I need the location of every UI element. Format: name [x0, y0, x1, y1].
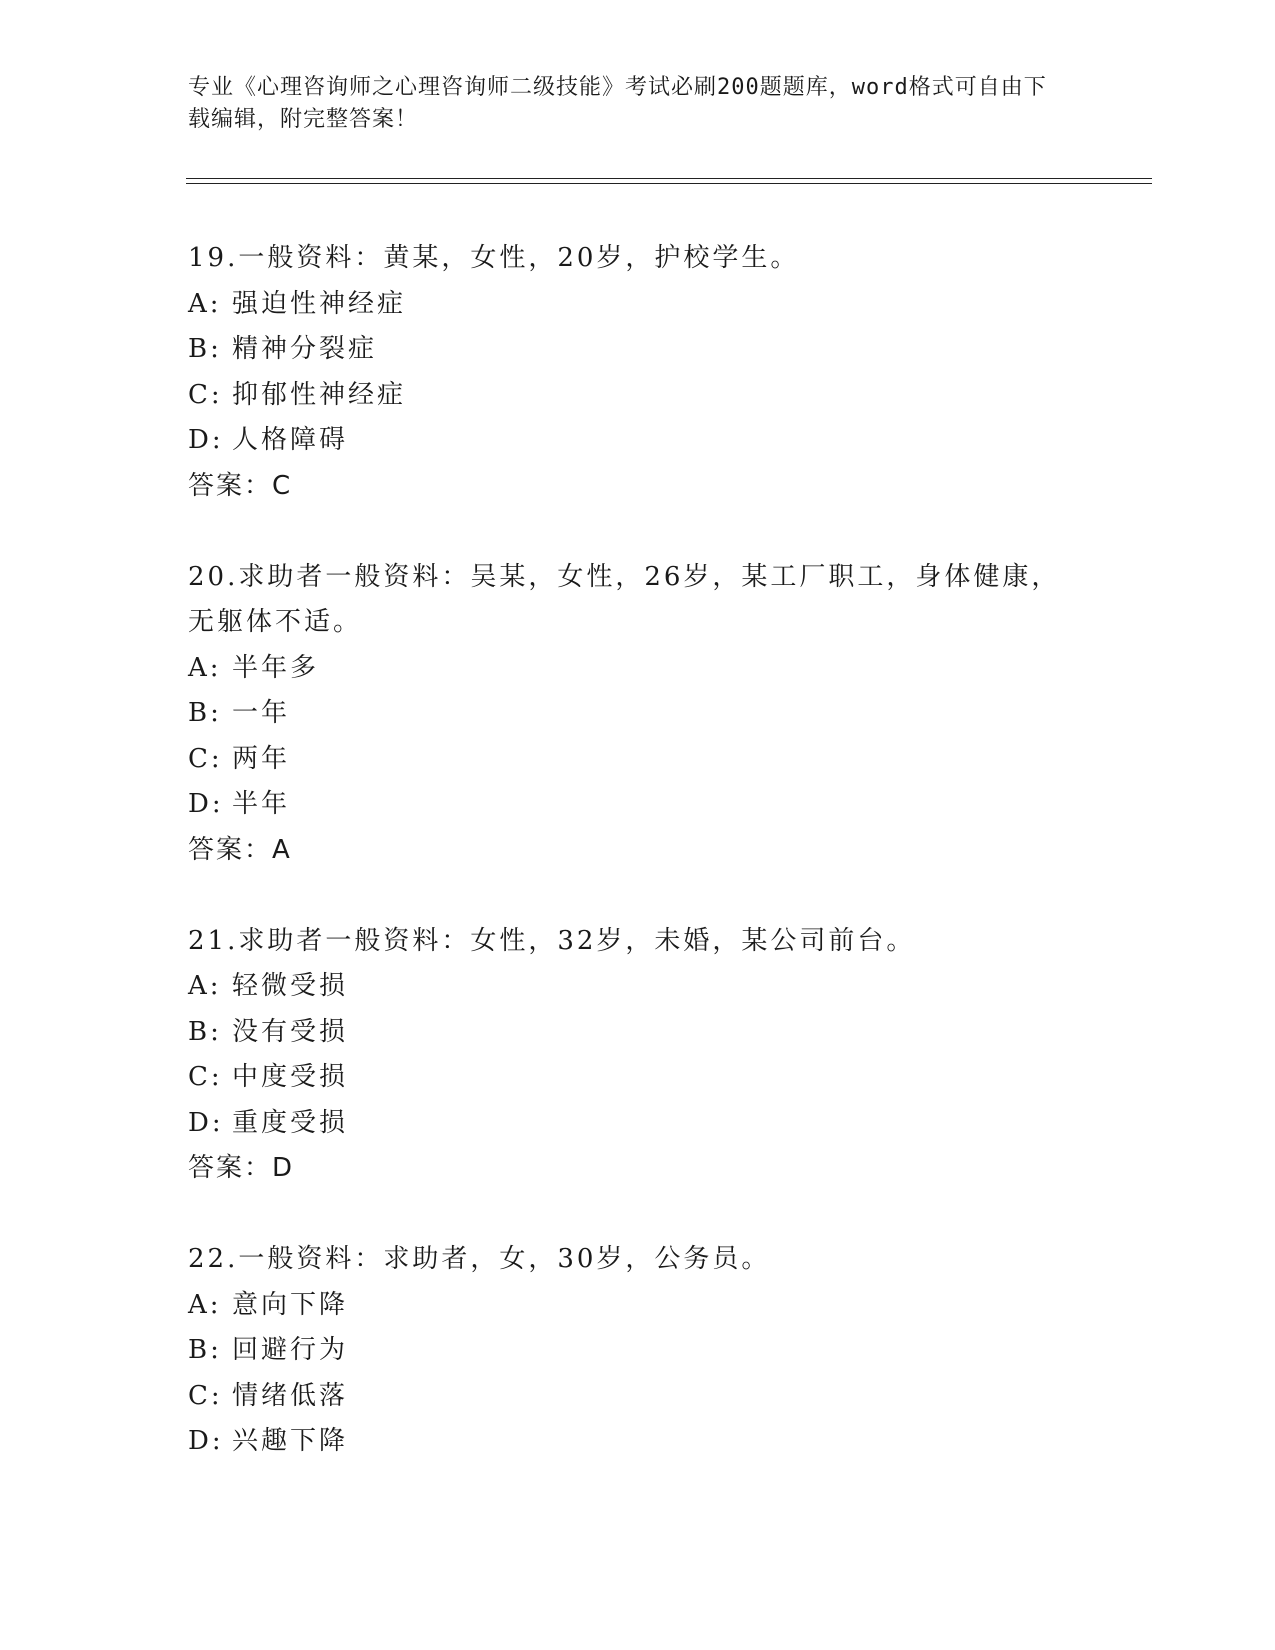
option-text: 半年多 — [232, 652, 320, 683]
header-divider — [186, 178, 1152, 184]
option-a — [188, 282, 1088, 328]
option-key: A: — [188, 971, 222, 1001]
option-key: D: — [188, 1426, 224, 1456]
option-c — [188, 737, 1088, 783]
question-stem: 21.求助者一般资料：女性，32岁，未婚，某公司前台。 — [188, 925, 916, 956]
answer-line: 答案：C — [188, 470, 293, 501]
option-key: A: — [188, 288, 222, 319]
option-key: D: — [188, 1107, 224, 1138]
option-key: A: — [188, 1289, 222, 1320]
option-key: B: — [188, 1016, 222, 1047]
option-text: 精神分裂症 — [232, 334, 378, 364]
option-d — [188, 418, 1088, 464]
option-text: 轻微受损 — [232, 971, 349, 1001]
question-list — [188, 236, 1088, 1510]
option-text: 中度受损 — [232, 1062, 349, 1092]
option-c — [188, 1374, 1088, 1420]
option-b — [188, 691, 1088, 737]
option-text: 强迫性神经症 — [232, 288, 407, 319]
option-text: 抑郁性神经症 — [232, 379, 407, 410]
option-text: 两年 — [232, 743, 291, 774]
option-d — [188, 782, 1088, 828]
option-text: 一年 — [232, 698, 291, 728]
option-b — [188, 1010, 1088, 1056]
option-key: C: — [188, 743, 223, 774]
option-b — [188, 327, 1088, 373]
option-text: 没有受损 — [232, 1016, 349, 1047]
question-item — [188, 236, 1088, 509]
option-a — [188, 1283, 1088, 1329]
option-key: A: — [188, 652, 222, 683]
option-c — [188, 373, 1088, 419]
option-key: C: — [188, 1062, 223, 1092]
option-d — [188, 1101, 1088, 1147]
option-text: 意向下降 — [232, 1289, 349, 1320]
option-text: 情绪低落 — [232, 1380, 349, 1411]
answer-line: 答案：D — [188, 1153, 295, 1183]
option-key: C: — [188, 379, 223, 410]
question-item — [188, 1237, 1088, 1465]
option-key: D: — [188, 789, 224, 819]
option-c — [188, 1055, 1088, 1101]
option-b — [188, 1328, 1088, 1374]
header-intro-text: 专业《心理咨询师之心理咨询师二级技能》考试必刷200题题库，word格式可自由下载编辑，附完整答案！ — [188, 75, 1047, 132]
option-a — [188, 646, 1088, 692]
question-item — [188, 919, 1088, 1192]
option-text: 人格障碍 — [232, 425, 349, 455]
option-key: B: — [188, 698, 222, 728]
option-text: 兴趣下降 — [232, 1426, 349, 1456]
option-key: B: — [188, 1335, 222, 1365]
option-a — [188, 964, 1088, 1010]
question-stem: 20.求助者一般资料：吴某，女性，26岁，某工厂职工，身体健康，无躯体不适。 — [188, 561, 1061, 637]
document-header — [188, 72, 1068, 136]
option-d — [188, 1419, 1088, 1465]
option-text: 重度受损 — [232, 1107, 349, 1138]
option-key: B: — [188, 334, 222, 364]
question-item — [188, 555, 1088, 874]
option-text: 半年 — [232, 789, 291, 819]
option-key: C: — [188, 1380, 223, 1411]
option-key: D: — [188, 425, 224, 455]
question-stem: 19.一般资料：黄某，女性，20岁，护校学生。 — [188, 243, 800, 273]
answer-line: 答案：A — [188, 834, 292, 865]
question-stem: 22.一般资料：求助者，女，30岁，公务员。 — [188, 1244, 771, 1274]
option-text: 回避行为 — [232, 1335, 349, 1365]
